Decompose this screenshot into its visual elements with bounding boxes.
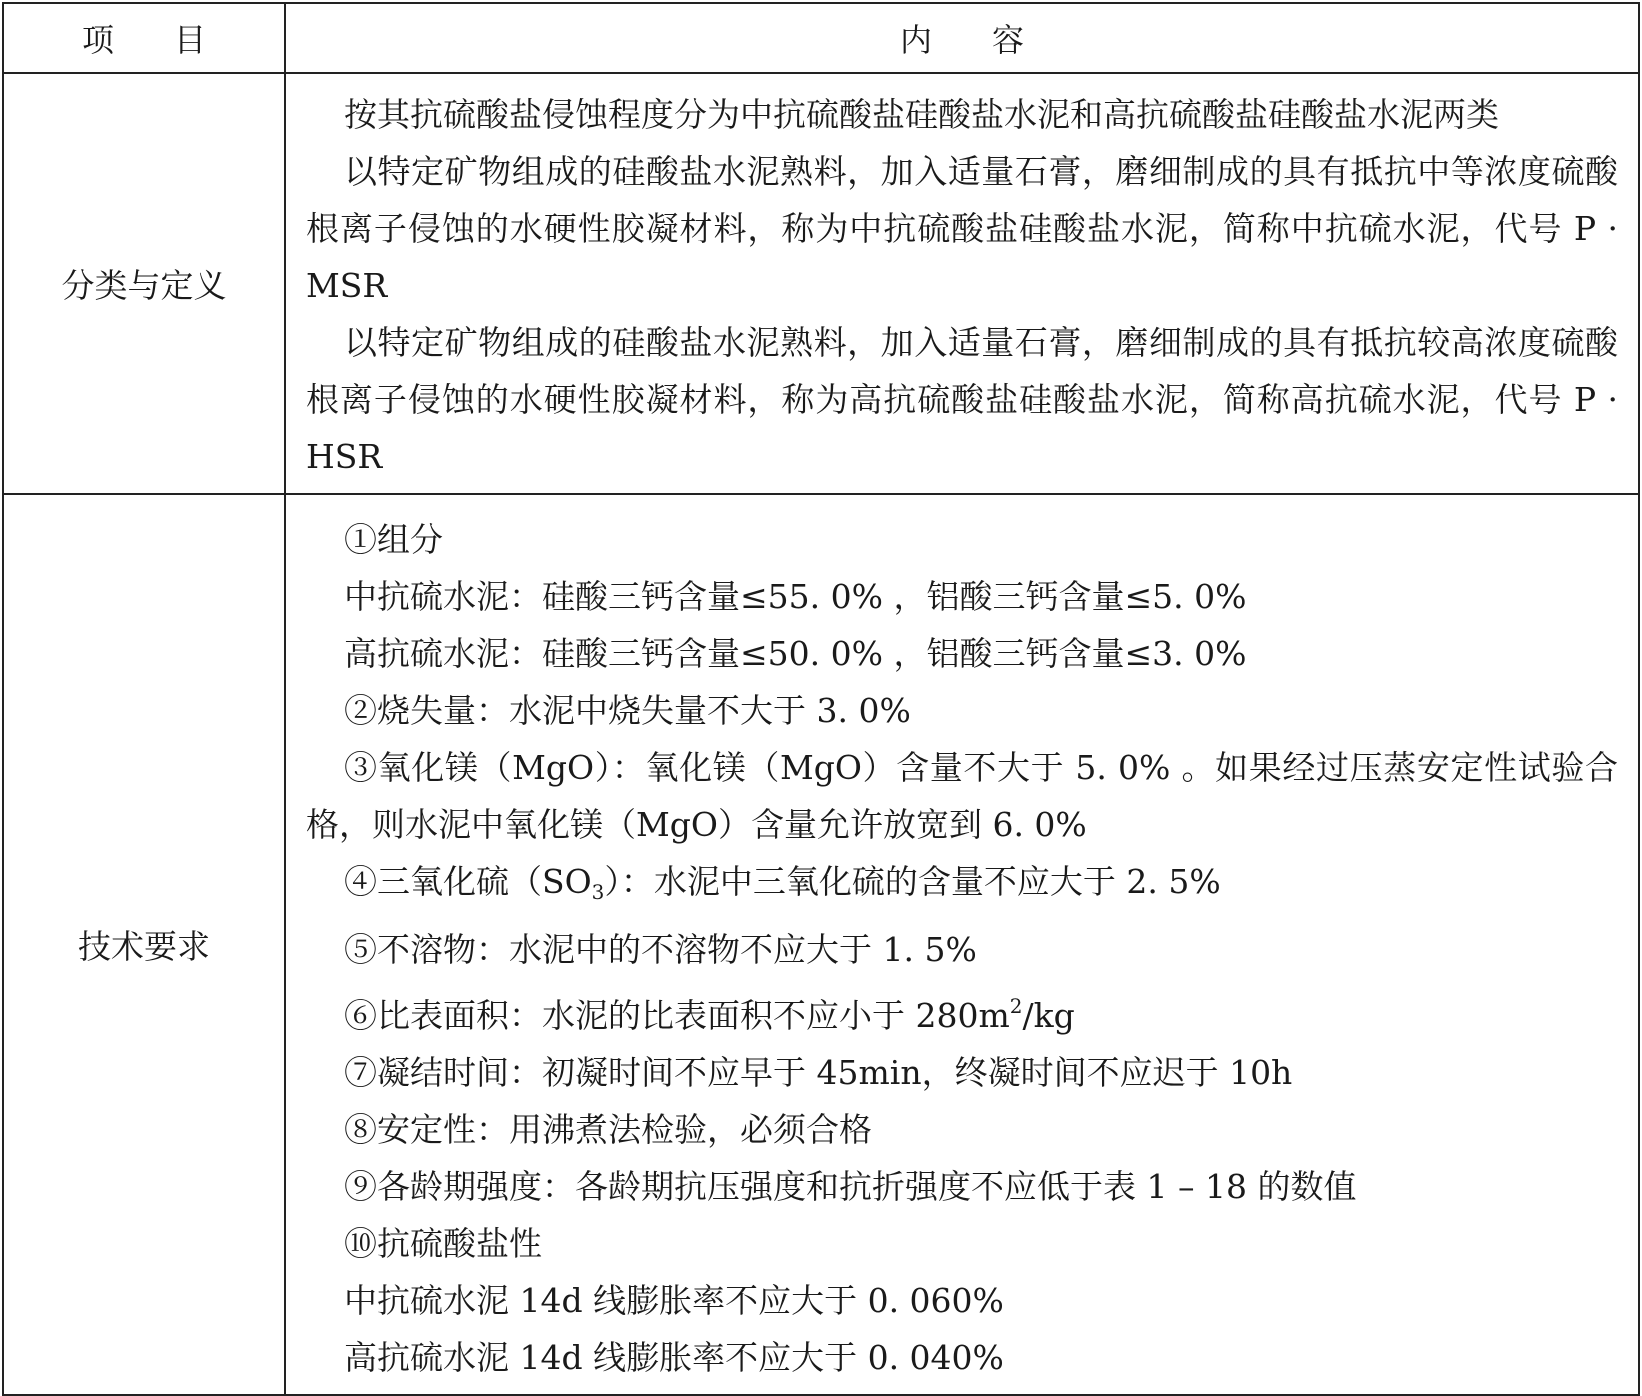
- definition-row: [3, 73, 1639, 494]
- so3-prefix: ④三氧化硫（SO: [344, 862, 592, 901]
- header-item-text: 项目: [81, 21, 266, 59]
- so3-suffix: ）：水泥中三氧化硫的含量不应大于 2. 5%: [604, 862, 1221, 901]
- loss-on-ignition: ②烧失量：水泥中烧失量不大于 3. 0%: [344, 691, 911, 730]
- technical-row: [3, 494, 1639, 1395]
- definition-content: [285, 73, 1639, 494]
- header-content: [285, 3, 1639, 73]
- composition-title: ①组分: [344, 520, 443, 559]
- sulfate-resistance-title: ⑩抗硫酸盐性: [344, 1224, 542, 1263]
- so3-requirement: [306, 853, 1618, 921]
- insoluble-requirement: ⑤不溶物：水泥中的不溶物不应大于 1. 5%: [344, 930, 977, 969]
- sulfate-hsr: 高抗硫水泥 14d 线膨胀率不应大于 0. 040%: [344, 1338, 1004, 1377]
- mgo-requirement: ③氧化镁（MgO）：氧化镁（MgO）含量不大于 5. 0% 。如果经过压蒸安定性试验合格，则水泥中氧化镁（MgO）含量允许放宽到 6. 0%: [306, 748, 1618, 844]
- so3-subscript: 3: [591, 880, 605, 904]
- definition-label: 分类与定义: [3, 73, 285, 494]
- setting-time-requirement: ⑦凝结时间：初凝时间不应早于 45min，终凝时间不应迟于 10h: [344, 1053, 1293, 1092]
- sulfate-msr: 中抗硫水泥 14d 线膨胀率不应大于 0. 060%: [344, 1281, 1004, 1320]
- technical-content: [285, 494, 1639, 1395]
- surface-suffix: /kg: [1022, 996, 1075, 1035]
- table-header-row: [3, 3, 1639, 73]
- header-content-text: 内容: [899, 21, 1084, 59]
- definition-paragraph-2: 以特定矿物组成的硅酸盐水泥熟料，加入适量石膏，磨细制成的具有抵抗中等浓度硫酸根离子侵蚀的水硬性胶凝材料，称为中抗硫酸盐硅酸盐水泥，简称中抗硫水泥，代号 P · MSR: [306, 152, 1618, 305]
- technical-label: 技术要求: [3, 494, 285, 1395]
- surface-superscript: 2: [1009, 994, 1023, 1018]
- cement-spec-table: [2, 2, 1640, 1396]
- composition-msr: 中抗硫水泥：硅酸三钙含量≤55. 0% ，铝酸三钙含量≤5. 0%: [344, 577, 1247, 616]
- definition-paragraph-3: 以特定矿物组成的硅酸盐水泥熟料，加入适量石膏，磨细制成的具有抵抗较高浓度硫酸根离子侵蚀的水硬性胶凝材料，称为高抗硫酸盐硅酸盐水泥，简称高抗硫水泥，代号 P · HSR: [306, 323, 1618, 476]
- surface-prefix: ⑥比表面积：水泥的比表面积不应小于 280m: [344, 996, 1010, 1035]
- composition-hsr: 高抗硫水泥：硅酸三钙含量≤50. 0% ，铝酸三钙含量≤3. 0%: [344, 634, 1247, 673]
- header-item: [3, 3, 285, 73]
- definition-paragraph-1: 按其抗硫酸盐侵蚀程度分为中抗硫酸盐硅酸盐水泥和高抗硫酸盐硅酸盐水泥两类: [344, 95, 1499, 134]
- surface-area-requirement: [306, 978, 1618, 1044]
- strength-requirement: ⑨各龄期强度：各龄期抗压强度和抗折强度不应低于表 1 – 18 的数值: [344, 1167, 1357, 1206]
- soundness-requirement: ⑧安定性：用沸煮法检验，必须合格: [344, 1110, 872, 1149]
